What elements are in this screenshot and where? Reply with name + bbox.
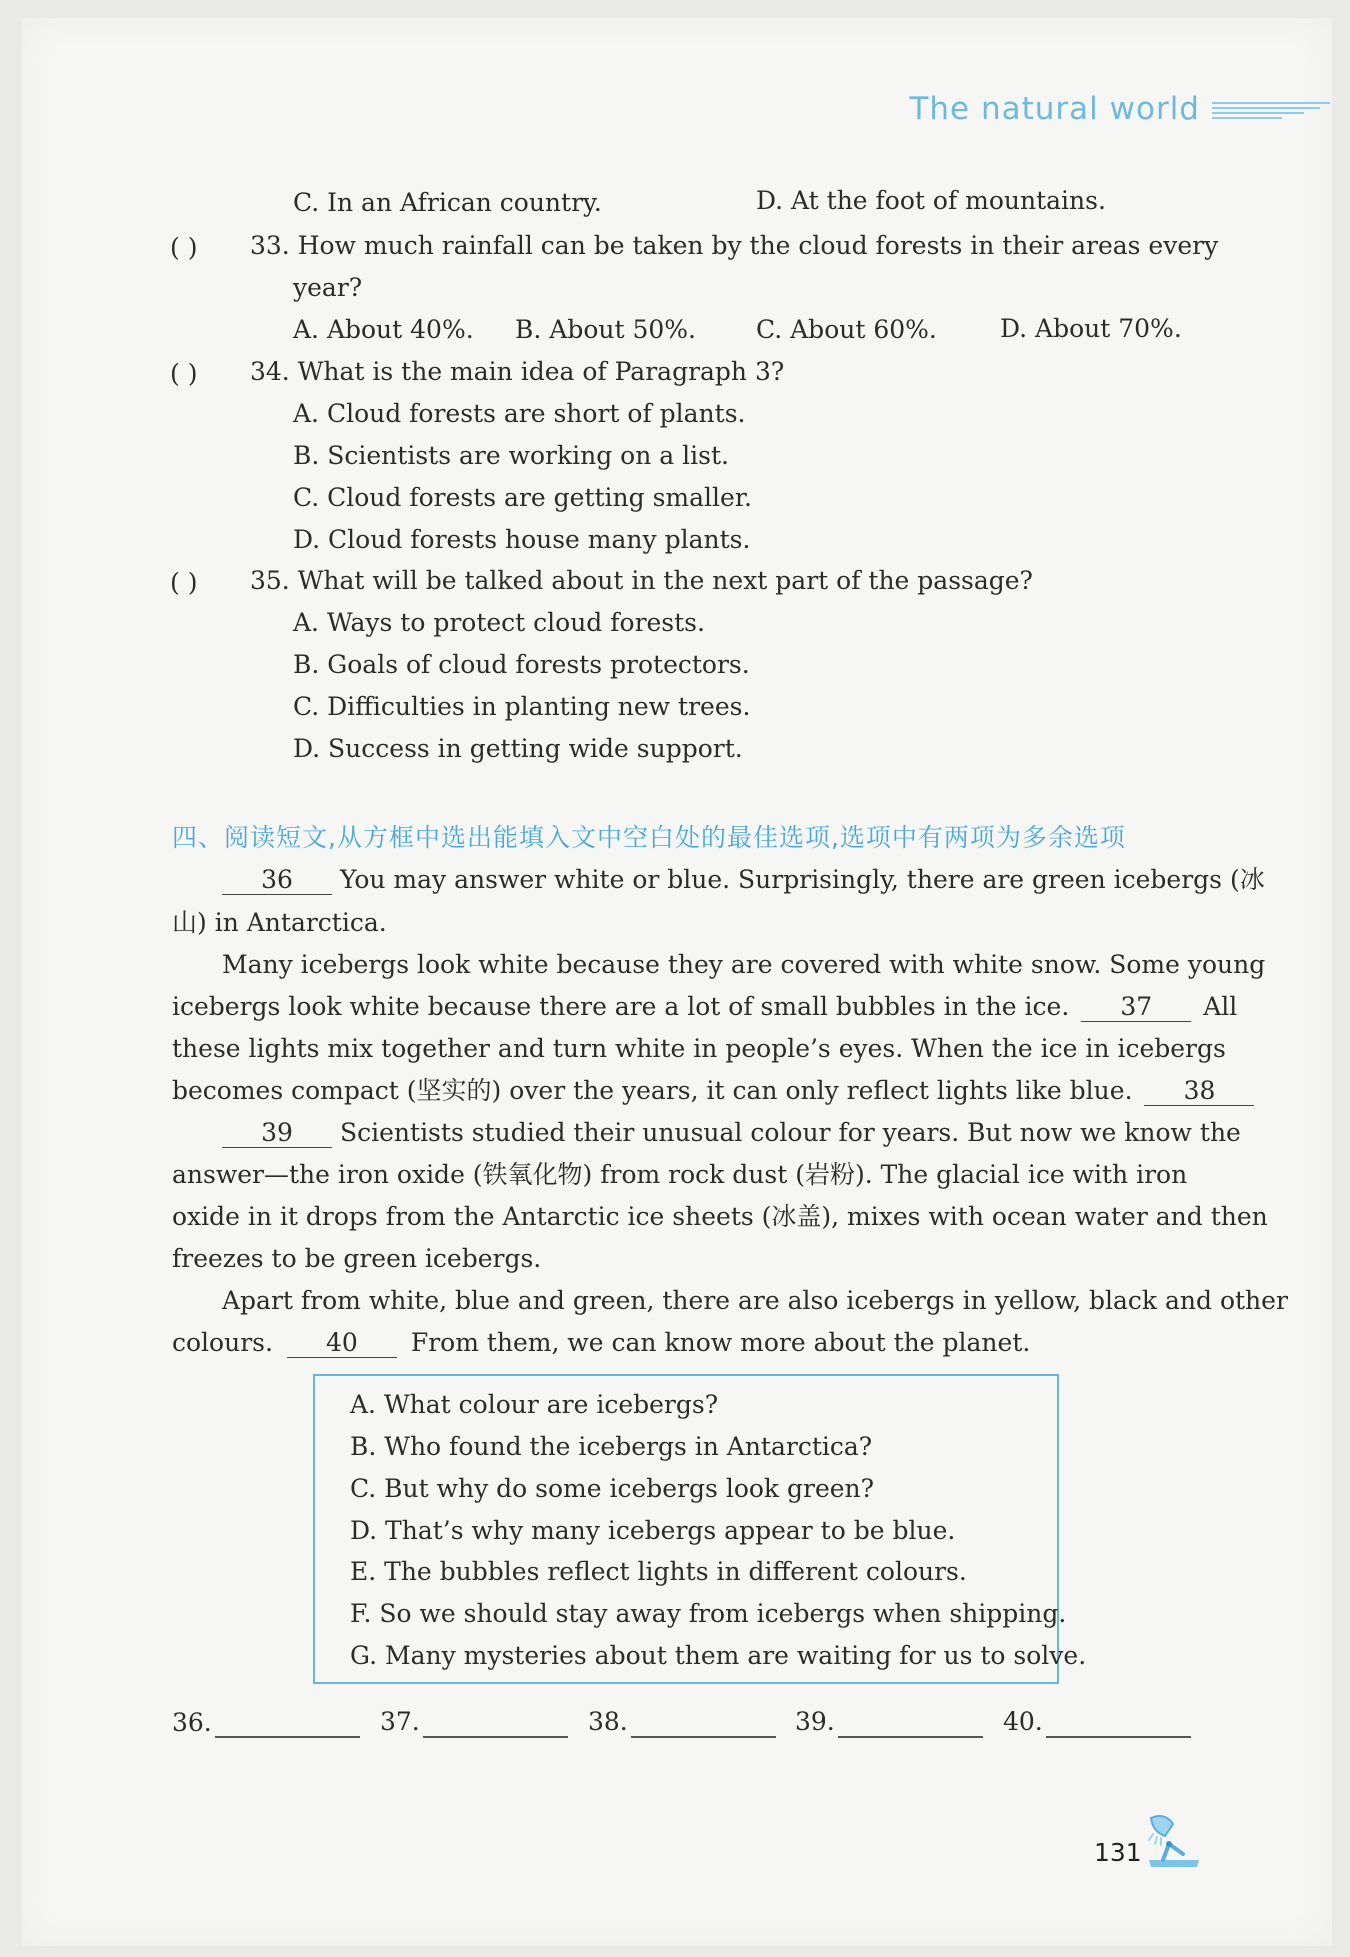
q35-stem: 35. What will be talked about in the next part of the passage?	[250, 566, 1033, 595]
answer-line-36[interactable]	[215, 1736, 360, 1738]
header-lines-decoration	[1212, 98, 1330, 120]
q33-option-d: D. About 70%.	[1000, 314, 1182, 343]
answer-label-36: 36.	[172, 1708, 212, 1737]
section-title: 四、阅读短文,从方框中选出能填入文中空白处的最佳选项,选项中有两项为多余选项	[172, 823, 1126, 852]
q33-stem: 33. How much rainfall can be taken by the cloud forests in their areas every	[250, 231, 1219, 260]
passage-line-10: freezes to be green icebergs.	[172, 1244, 542, 1273]
q35-option-d: D. Success in getting wide support.	[293, 734, 743, 763]
q33-option-b: B. About 50%.	[515, 315, 696, 344]
q33-stem-cont: year?	[293, 273, 363, 302]
passage-line-8: answer—the iron oxide (铁氧化物) from rock dust (岩粉). The glacial ice with iron	[172, 1160, 1188, 1189]
answer-line-37[interactable]	[423, 1736, 568, 1738]
passage-line-6: becomes compact (坚实的) over the years, it can only reflect lights like blue. 38	[172, 1076, 1254, 1106]
option-f: F. So we should stay away from icebergs when shipping.	[350, 1599, 1067, 1628]
q35-option-c: C. Difficulties in planting new trees.	[293, 692, 751, 721]
answer-label-38: 38.	[588, 1707, 628, 1736]
option-g: G. Many mysteries about them are waiting for us to solve.	[350, 1641, 1087, 1670]
answer-paren-33[interactable]: ( )	[170, 233, 198, 262]
page-header	[909, 92, 1330, 126]
option-b: B. Who found the icebergs in Antarctica?	[350, 1432, 873, 1461]
header-title: The natural world	[909, 91, 1200, 127]
answer-label-39: 39.	[795, 1707, 835, 1736]
passage-line-5: these lights mix together and turn white in people’s eyes. When the ice in icebergs	[172, 1034, 1226, 1063]
desk-lamp-icon	[1143, 1810, 1205, 1872]
q32-option-c: C. In an African country.	[293, 188, 602, 217]
blank-39[interactable]: 39	[222, 1119, 332, 1148]
passage-line-11: Apart from white, blue and green, there are also icebergs in yellow, black and other	[222, 1286, 1288, 1315]
blank-36[interactable]: 36	[222, 866, 332, 895]
passage-line-4: icebergs look white because there are a lot of small bubbles in the ice. 37 All	[172, 992, 1238, 1021]
q34-option-c: C. Cloud forests are getting smaller.	[293, 483, 752, 512]
passage-line-2: 山) in Antarctica.	[172, 908, 387, 937]
option-a: A. What colour are icebergs?	[350, 1390, 719, 1419]
passage-line-7: 39 Scientists studied their unusual colour for years. But now we know the	[222, 1118, 1241, 1148]
answer-paren-34[interactable]: ( )	[170, 359, 198, 388]
blank-40[interactable]: 40	[287, 1329, 397, 1358]
q33-option-a: A. About 40%.	[293, 315, 474, 344]
answer-line-40[interactable]	[1046, 1736, 1191, 1738]
blank-38[interactable]: 38	[1144, 1077, 1254, 1106]
blank-37[interactable]: 37	[1081, 993, 1191, 1022]
answer-label-37: 37.	[380, 1707, 420, 1736]
q34-option-a: A. Cloud forests are short of plants.	[293, 399, 746, 428]
q34-option-d: D. Cloud forests house many plants.	[293, 525, 751, 554]
passage-line-12: colours. 40 From them, we can know more about the planet.	[172, 1328, 1031, 1357]
answer-paren-35[interactable]: ( )	[170, 568, 198, 597]
answer-line-39[interactable]	[838, 1736, 983, 1738]
answer-line-38[interactable]	[631, 1736, 776, 1738]
answer-label-40: 40.	[1003, 1707, 1043, 1736]
passage-line-3: Many icebergs look white because they are covered with white snow. Some young	[222, 950, 1266, 979]
passage-line-1: 36 You may answer white or blue. Surprisingly, there are green icebergs (冰	[222, 865, 1265, 895]
passage-line-9: oxide in it drops from the Antarctic ice sheets (冰盖), mixes with ocean water and then	[172, 1202, 1268, 1231]
option-d: D. That’s why many icebergs appear to be blue.	[350, 1516, 956, 1545]
q34-option-b: B. Scientists are working on a list.	[293, 441, 729, 470]
q35-option-a: A. Ways to protect cloud forests.	[293, 608, 705, 637]
q34-stem: 34. What is the main idea of Paragraph 3?	[250, 357, 785, 386]
q35-option-b: B. Goals of cloud forests protectors.	[293, 650, 750, 679]
option-c: C. But why do some icebergs look green?	[350, 1474, 875, 1503]
page-number: 131	[1094, 1838, 1142, 1867]
option-e: E. The bubbles reflect lights in different colours.	[350, 1557, 967, 1586]
q32-option-d: D. At the foot of mountains.	[756, 186, 1106, 215]
q33-option-c: C. About 60%.	[756, 315, 937, 344]
